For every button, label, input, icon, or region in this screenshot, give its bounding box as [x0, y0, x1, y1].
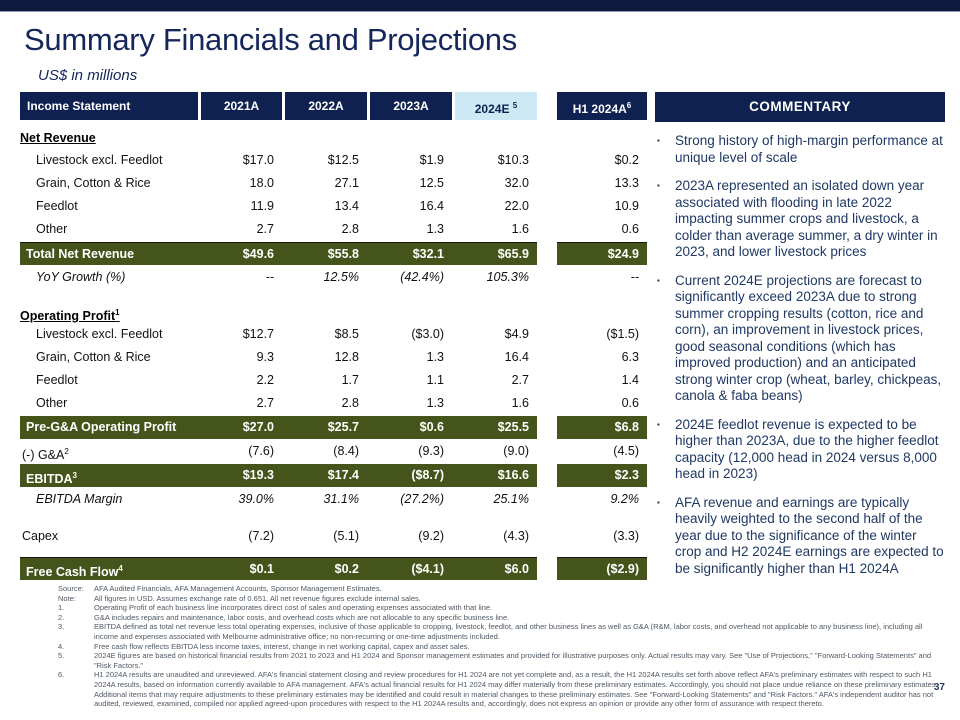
footnote-text: Free cash flow reflects EBITDA less income taxes, interest, change in net working capital, capex and asset sales. — [94, 641, 470, 651]
col-header-2023a: 2023A — [367, 92, 452, 120]
row-label: (-) $G\&A^2$ — [22, 447, 69, 463]
commentary-bullet: ▪ 2023A represented an isolated down year associated with flooding in late 2022 impacting summer crops and livestock, a colder than average summer, a dry winter in 2023, and lower livestock prices — [657, 178, 938, 259]
footnote-text: G&A includes repairs and maintenance, labor costs, and overhead costs which are not allocable to any specific business line. — [94, 612, 510, 622]
income-statement-table — [20, 128, 647, 581]
bullet-square-icon: ▪ — [657, 497, 660, 507]
free-cash-flow-row: Free Cash Flow$^4$ $0.1 $0.2 ($4.1) $6.0 ($2.9) — [20, 557, 647, 580]
total-net-revenue-row: Total Net Revenue $49.6 $55.8 $32.1 $65.9 $24.9 — [20, 242, 647, 265]
row-label: Other — [36, 396, 68, 410]
ga-row: (-) $G\&A^2$ (7.6) (8.4) (9.3) (9.0) (4.5) — [20, 440, 647, 463]
col-header-2022a: 2022A — [282, 92, 367, 120]
footnote-label: 5. — [58, 651, 65, 661]
section-header-operating-profit: Operating Profit$^1$ — [20, 308, 120, 324]
commentary-bullet: ▪ AFA revenue and earnings are typically heavily weighted to the second half of the year due to the significance of the winter crop and H2 2024E earnings are expected to be significantly higher than H1 2024A — [657, 494, 944, 576]
units-subtitle: US$ in millions — [38, 67, 138, 84]
row-label: Feedlot — [36, 373, 78, 387]
footnote-ref-5: 5 — [512, 101, 518, 110]
row-label: YoY Growth (%) — [36, 270, 126, 284]
row-label: Grain, Cotton & Rice — [36, 176, 151, 190]
commentary-bullet-list — [655, 122, 945, 577]
footnote-label: 1. — [58, 603, 65, 613]
capex-row: Capex (7.2) (5.1) (9.2) (4.3) (3.3) — [20, 525, 647, 548]
row-label: EBITDA$^3$ — [20, 464, 198, 487]
pre-ga-operating-profit-row: Pre-G&A Operating Profit $27.0 $25.7 $0.6 $25.5 $6.8 — [20, 416, 647, 439]
col-header-2024e: 2024E $^5$ — [452, 92, 537, 120]
bullet-square-icon: ▪ — [657, 136, 660, 145]
row-label: Livestock excl. Feedlot — [36, 327, 163, 341]
col-header-income-statement: Income Statement — [20, 92, 198, 120]
table-row: Grain, Cotton & Rice 9.3 12.8 1.3 16.4 6.3 — [20, 346, 647, 369]
footnote-text: Operating Profit of each business line incorporates direct cost of sales and operating expenses associated with that line. — [94, 603, 493, 613]
footnote-ref-2: 2 — [64, 447, 69, 456]
footnote-label: 2. — [58, 612, 65, 622]
footnote-ref-1: 1 — [115, 308, 120, 317]
footnote-text: 2024E figures are based on historical financial results from 2021 to 2023 and H1 2024 and Sponsor management estimates and provided for illustrative purposes only. Actual results may vary. See "Use of Projections," "Forward-Looking Statements" and "Risk Factors." — [94, 651, 932, 670]
bullet-square-icon: ▪ — [657, 275, 660, 285]
section-header-net-revenue: Net Revenue — [20, 131, 96, 145]
table-row: Other 2.7 2.8 1.3 1.6 0.6 — [20, 392, 647, 415]
col-header-h1-2024a: H1 $2024A^6$ — [557, 92, 647, 120]
table-row: Feedlot 2.2 1.7 1.1 2.7 1.4 — [20, 369, 647, 392]
row-label: Total Net Revenue — [20, 242, 198, 265]
footnote-label: 4. — [58, 641, 65, 651]
row-label: Livestock excl. Feedlot — [36, 153, 163, 167]
top-accent-bar — [0, 0, 960, 12]
yoy-growth-row: YoY Growth (%) -- 12.5% (42.4%) 105.3% -- — [20, 266, 647, 289]
row-label: Free Cash Flow$^4$ — [20, 557, 198, 580]
row-label: Other — [36, 222, 68, 236]
page-number: 37 — [933, 682, 945, 693]
bullet-square-icon: ▪ — [657, 181, 660, 190]
col-header-2021a: 2021A — [198, 92, 282, 120]
footnote-label: 6. — [58, 670, 65, 680]
footnotes — [58, 584, 946, 709]
row-label: Grain, Cotton & Rice — [36, 350, 151, 364]
footnote-text: All figures in USD. Assumes exchange rate of 0.651. All net revenue figures exclude internal sales. — [94, 593, 421, 603]
income-statement-header-row — [20, 92, 647, 120]
footnote-label: Note: — [58, 593, 76, 603]
ebitda-margin-row: EBITDA Margin 39.0% 31.1% (27.2%) 25.1% 9.2% — [20, 488, 647, 511]
table-row: Grain, Cotton & Rice 18.0 27.1 12.5 32.0 13.3 — [20, 172, 647, 195]
footnote-text: AFA Audited Financials, AFA Management Accounts, Sponsor Management Estimates. — [94, 584, 382, 593]
footnote-text: EBITDA defined as total net revenue less total operating expenses, inclusive of those applicable to cropping, livestock, feedlot, and other business lines as well as G&A (R&M, labor costs, and overhead not applicable to any business line), including all income and expenses associated with Melbourne administrative office; no non-recurring or one-time adjustments included. — [94, 622, 923, 641]
row-label: Feedlot — [36, 199, 78, 213]
commentary-title: COMMENTARY — [655, 92, 945, 122]
row-label: Pre-G&A Operating Profit — [20, 416, 198, 439]
footnote-text: H1 2024A results are unaudited and unreviewed. AFA's financial statement closing and review procedures for H1 2024 are not yet complete and, as a result, the H1 2024A results set forth above reflect AFA's preliminary estimates with respect to such H1 2024A results, based on information currently available to AFA management. AFA's actual financial results for H1 2024 may differ materially from these preliminary estimates. Accordingly, you should not place undue reliance on these preliminary estimates. Additional items that may require adjustments to these preliminary estimates may be identified and could result in material changes to these preliminary estimates. See "Forward-Looking Statements" and "Risk Factors." AFA's independent auditor has not audited, reviewed, examined, compiled nor applied agreed-upon procedures with respect to the H1 2024A results and, accordingly, does not express an opinion or provide any other form of assurance with respect thereto. — [94, 670, 938, 709]
footnote-label: 3. — [58, 622, 65, 632]
column-gap — [537, 92, 557, 120]
table-row: Livestock excl. Feedlot $17.0 $12.5 $1.9 $10.3 $0.2 — [20, 149, 647, 172]
page-title: Summary Financials and Projections — [24, 22, 517, 57]
footnote-ref-6: 6 — [626, 101, 632, 110]
bullet-square-icon: ▪ — [657, 419, 660, 429]
table-row: Other 2.7 2.8 1.3 1.6 0.6 — [20, 218, 647, 241]
footnote-label: Source: — [58, 584, 84, 593]
commentary-bullet: ▪ Current 2024E projections are forecast to significantly exceed 2023A due to strong summer cropping results (cotton, rice and corn), an improvement in livestock prices, good seasonal conditions (which has improved production) and an anticipated strong winter crop (wheat, barley, chickpeas, canola & faba beans) — [657, 272, 942, 403]
row-label: EBITDA Margin — [36, 492, 123, 506]
commentary-bullet: ▪ 2024E feedlot revenue is expected to be higher than 2023A, due to the higher feedlot capacity (12,000 head in 2024 versus 8,000 head in 2023) — [657, 416, 939, 481]
commentary-bullet: ▪ Strong history of high-margin performance at unique level of scale — [657, 133, 943, 165]
footnote-ref-3: 3 — [72, 471, 77, 480]
commentary-panel — [655, 92, 945, 589]
ebitda-row: EBITDA$^3$ $19.3 $17.4 ($8.7) $16.6 $2.3 — [20, 464, 647, 487]
table-row: Feedlot 11.9 13.4 16.4 22.0 10.9 — [20, 195, 647, 218]
footnote-ref-4: 4 — [118, 564, 123, 573]
row-label: Capex — [22, 529, 59, 543]
table-row: Livestock excl. Feedlot $12.7 $8.5 ($3.0) $4.9 ($1.5) — [20, 323, 647, 346]
